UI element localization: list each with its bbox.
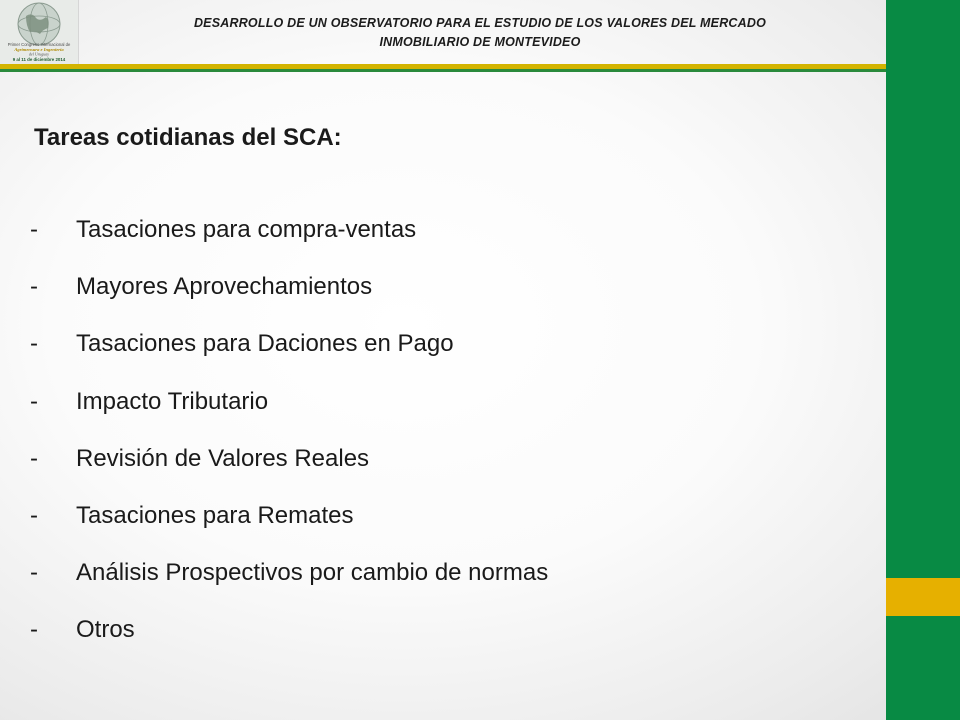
bullet-dash: - <box>30 330 38 358</box>
task-label: Otros <box>76 616 135 644</box>
bullet-dash: - <box>30 216 38 243</box>
task-list-item <box>30 616 548 673</box>
header-title <box>80 14 880 52</box>
bullet-dash: - <box>30 501 38 529</box>
logo-text-line4: 9 al 11 de diciembre 2014 <box>12 57 66 62</box>
logo-text-line2: Agrimensura e Ingeniería <box>14 47 64 52</box>
side-band-yellow <box>886 578 960 616</box>
task-list-item <box>30 273 548 330</box>
congress-globe-logo-icon <box>0 0 78 66</box>
task-list-item <box>30 330 548 387</box>
task-list-item <box>30 559 548 616</box>
task-label: Tasaciones para compra-ventas <box>76 216 417 243</box>
task-label: Análisis Prospectivos por cambio de normas <box>76 559 549 587</box>
side-band-green-top <box>886 0 960 578</box>
header-rule-green <box>0 69 888 72</box>
header-title-line1: DESARROLLO DE UN OBSERVATORIO PARA EL ESTUDIO DE LOS VALORES DEL MERCADO <box>193 16 767 30</box>
task-label: Tasaciones para Remates <box>76 501 354 529</box>
slide-heading: Tareas cotidianas del SCA: <box>34 124 342 151</box>
task-list <box>30 216 548 674</box>
task-label: Revisión de Valores Reales <box>76 444 370 472</box>
header-title-line2: INMOBILIARIO DE MONTEVIDEO <box>379 35 581 49</box>
task-list-item <box>30 388 548 445</box>
task-label: Mayores Aprovechamientos <box>76 273 373 301</box>
logo-text-line3: del Uruguay <box>28 51 50 57</box>
bullet-dash: - <box>30 387 38 415</box>
bullet-dash: - <box>30 559 38 587</box>
congress-logo <box>0 0 79 66</box>
task-list-item <box>30 445 548 502</box>
task-label: Tasaciones para Daciones en Pago <box>76 330 454 358</box>
task-list-item <box>30 502 548 559</box>
task-list-item <box>30 216 548 273</box>
bullet-dash: - <box>30 616 38 644</box>
bullet-dash: - <box>30 444 38 472</box>
side-band-green-bottom <box>886 616 960 720</box>
bullet-dash: - <box>30 273 38 301</box>
logo-text-line1: Primer Congreso Internacional de <box>7 42 71 47</box>
task-label: Impacto Tributario <box>76 387 269 415</box>
